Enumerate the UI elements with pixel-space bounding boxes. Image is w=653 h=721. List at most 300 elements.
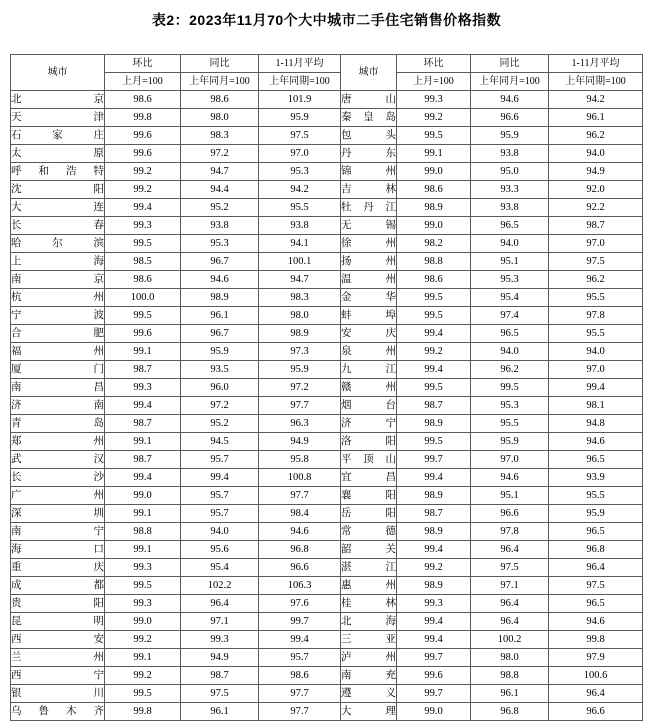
index-value: 99.5 bbox=[397, 127, 471, 145]
index-value: 98.2 bbox=[397, 235, 471, 253]
index-value: 98.8 bbox=[397, 253, 471, 271]
index-value: 97.0 bbox=[259, 145, 341, 163]
index-value: 95.1 bbox=[471, 487, 549, 505]
index-value: 96.0 bbox=[181, 379, 259, 397]
index-value: 99.8 bbox=[105, 703, 181, 721]
index-value: 98.7 bbox=[397, 397, 471, 415]
index-value: 93.5 bbox=[181, 361, 259, 379]
table-row bbox=[11, 91, 643, 109]
page-title: 表2：2023年11月70个大中城市二手住宅销售价格指数 bbox=[151, 12, 502, 28]
index-value: 97.5 bbox=[259, 127, 341, 145]
index-value: 94.9 bbox=[181, 649, 259, 667]
index-value: 96.5 bbox=[471, 217, 549, 235]
index-value: 93.8 bbox=[471, 145, 549, 163]
index-value: 95.9 bbox=[259, 109, 341, 127]
index-value: 97.0 bbox=[549, 235, 643, 253]
index-value: 96.3 bbox=[259, 415, 341, 433]
index-value: 99.0 bbox=[105, 613, 181, 631]
index-value: 98.6 bbox=[259, 667, 341, 685]
city-name: 泉州 bbox=[341, 343, 397, 361]
index-value: 98.0 bbox=[259, 307, 341, 325]
city-name: 长春 bbox=[11, 217, 105, 235]
table-row bbox=[11, 253, 643, 271]
city-name: 泸州 bbox=[341, 649, 397, 667]
header-yoy-left: 同比 bbox=[181, 55, 259, 73]
index-value: 99.3 bbox=[105, 217, 181, 235]
index-value: 98.4 bbox=[259, 505, 341, 523]
header-avg-left: 1-11月平均 bbox=[259, 55, 341, 73]
index-value: 99.4 bbox=[105, 199, 181, 217]
index-value: 95.5 bbox=[549, 325, 643, 343]
table-row bbox=[11, 325, 643, 343]
index-value: 95.7 bbox=[181, 487, 259, 505]
city-name: 包头 bbox=[341, 127, 397, 145]
index-value: 98.9 bbox=[397, 487, 471, 505]
city-name: 西安 bbox=[11, 631, 105, 649]
index-value: 96.5 bbox=[549, 451, 643, 469]
index-value: 99.8 bbox=[549, 631, 643, 649]
index-value: 98.9 bbox=[397, 523, 471, 541]
index-value: 98.0 bbox=[471, 649, 549, 667]
table-row bbox=[11, 361, 643, 379]
index-value: 99.2 bbox=[397, 559, 471, 577]
index-value: 93.8 bbox=[471, 199, 549, 217]
city-name: 武汉 bbox=[11, 451, 105, 469]
index-value: 95.4 bbox=[181, 559, 259, 577]
index-value: 94.6 bbox=[181, 271, 259, 289]
index-value: 95.8 bbox=[259, 451, 341, 469]
index-value: 94.8 bbox=[549, 415, 643, 433]
index-value: 94.7 bbox=[259, 271, 341, 289]
index-value: 99.2 bbox=[397, 343, 471, 361]
index-value: 95.7 bbox=[259, 649, 341, 667]
table-row bbox=[11, 451, 643, 469]
index-value: 96.5 bbox=[549, 523, 643, 541]
table-row bbox=[11, 343, 643, 361]
header-mom-left: 环比 bbox=[105, 55, 181, 73]
index-value: 97.7 bbox=[259, 685, 341, 703]
table-row bbox=[11, 127, 643, 145]
index-value: 95.1 bbox=[471, 253, 549, 271]
index-value: 93.8 bbox=[259, 217, 341, 235]
table-row bbox=[11, 703, 643, 721]
index-value: 99.7 bbox=[397, 685, 471, 703]
index-value: 99.7 bbox=[259, 613, 341, 631]
index-value: 98.6 bbox=[105, 91, 181, 109]
index-value: 94.7 bbox=[181, 163, 259, 181]
index-value: 98.5 bbox=[105, 253, 181, 271]
index-value: 96.1 bbox=[181, 703, 259, 721]
city-name: 深圳 bbox=[11, 505, 105, 523]
table-row bbox=[11, 505, 643, 523]
index-value: 94.9 bbox=[549, 163, 643, 181]
header-avg-base-left: 上年同期=100 bbox=[259, 73, 341, 91]
index-value: 97.2 bbox=[181, 397, 259, 415]
index-value: 96.7 bbox=[181, 325, 259, 343]
index-value: 92.2 bbox=[549, 199, 643, 217]
index-value: 96.2 bbox=[549, 271, 643, 289]
city-name: 秦皇岛 bbox=[341, 109, 397, 127]
index-value: 102.2 bbox=[181, 577, 259, 595]
index-value: 93.3 bbox=[471, 181, 549, 199]
city-name: 成都 bbox=[11, 577, 105, 595]
city-name: 徐州 bbox=[341, 235, 397, 253]
table-row bbox=[11, 415, 643, 433]
index-value: 96.1 bbox=[471, 685, 549, 703]
index-value: 106.3 bbox=[259, 577, 341, 595]
city-name: 济宁 bbox=[341, 415, 397, 433]
index-value: 98.7 bbox=[549, 217, 643, 235]
table-row bbox=[11, 235, 643, 253]
city-name: 丹东 bbox=[341, 145, 397, 163]
city-name: 烟台 bbox=[341, 397, 397, 415]
city-name: 大理 bbox=[341, 703, 397, 721]
index-value: 99.3 bbox=[105, 379, 181, 397]
table-row bbox=[11, 613, 643, 631]
index-value: 98.6 bbox=[397, 271, 471, 289]
table-row bbox=[11, 577, 643, 595]
index-value: 99.2 bbox=[105, 667, 181, 685]
index-value: 96.5 bbox=[471, 325, 549, 343]
index-value: 94.0 bbox=[471, 235, 549, 253]
index-value: 99.5 bbox=[471, 379, 549, 397]
index-value: 96.2 bbox=[471, 361, 549, 379]
table-row bbox=[11, 217, 643, 235]
index-value: 99.1 bbox=[105, 541, 181, 559]
index-value: 92.0 bbox=[549, 181, 643, 199]
index-value: 98.0 bbox=[181, 109, 259, 127]
index-value: 97.5 bbox=[181, 685, 259, 703]
header-row-labels bbox=[11, 55, 643, 73]
table-row bbox=[11, 199, 643, 217]
table-row bbox=[11, 307, 643, 325]
table-row bbox=[11, 289, 643, 307]
index-value: 98.1 bbox=[549, 397, 643, 415]
index-value: 99.4 bbox=[181, 469, 259, 487]
index-value: 99.4 bbox=[105, 397, 181, 415]
index-value: 97.1 bbox=[471, 577, 549, 595]
index-value: 95.3 bbox=[471, 397, 549, 415]
table-row bbox=[11, 541, 643, 559]
table-row bbox=[11, 379, 643, 397]
header-yoy-right: 同比 bbox=[471, 55, 549, 73]
table-row bbox=[11, 487, 643, 505]
index-value: 96.4 bbox=[471, 613, 549, 631]
city-name: 杭州 bbox=[11, 289, 105, 307]
header-yoy-base-right: 上年同月=100 bbox=[471, 73, 549, 91]
index-value: 97.8 bbox=[549, 307, 643, 325]
index-value: 94.0 bbox=[181, 523, 259, 541]
city-name: 太原 bbox=[11, 145, 105, 163]
index-value: 99.3 bbox=[105, 595, 181, 613]
index-value: 94.0 bbox=[549, 145, 643, 163]
index-value: 93.8 bbox=[181, 217, 259, 235]
table-row bbox=[11, 685, 643, 703]
city-name: 兰州 bbox=[11, 649, 105, 667]
table-row bbox=[11, 667, 643, 685]
header-city-left: 城市 bbox=[11, 55, 105, 91]
city-name: 宁波 bbox=[11, 307, 105, 325]
index-value: 99.3 bbox=[397, 91, 471, 109]
index-value: 99.4 bbox=[259, 631, 341, 649]
index-value: 95.2 bbox=[181, 415, 259, 433]
index-value: 98.7 bbox=[397, 505, 471, 523]
city-name: 扬州 bbox=[341, 253, 397, 271]
city-name: 昆明 bbox=[11, 613, 105, 631]
index-value: 97.6 bbox=[259, 595, 341, 613]
index-value: 99.6 bbox=[105, 145, 181, 163]
table-row bbox=[11, 649, 643, 667]
table-row bbox=[11, 631, 643, 649]
index-value: 97.5 bbox=[471, 559, 549, 577]
index-value: 95.7 bbox=[181, 451, 259, 469]
index-value: 95.5 bbox=[549, 289, 643, 307]
index-value: 96.6 bbox=[471, 109, 549, 127]
index-value: 97.9 bbox=[549, 649, 643, 667]
city-name: 遵义 bbox=[341, 685, 397, 703]
index-value: 101.9 bbox=[259, 91, 341, 109]
index-value: 95.0 bbox=[471, 163, 549, 181]
index-value: 97.7 bbox=[259, 487, 341, 505]
city-name: 呼和浩特 bbox=[11, 163, 105, 181]
index-value: 98.9 bbox=[397, 199, 471, 217]
index-value: 98.6 bbox=[397, 181, 471, 199]
index-value: 94.0 bbox=[549, 343, 643, 361]
index-value: 97.2 bbox=[259, 379, 341, 397]
index-value: 96.1 bbox=[181, 307, 259, 325]
city-name: 南京 bbox=[11, 271, 105, 289]
index-value: 99.5 bbox=[397, 289, 471, 307]
index-value: 97.7 bbox=[259, 397, 341, 415]
index-value: 96.8 bbox=[471, 703, 549, 721]
index-value: 98.6 bbox=[181, 91, 259, 109]
index-value: 95.2 bbox=[181, 199, 259, 217]
index-value: 96.4 bbox=[181, 595, 259, 613]
city-name: 西宁 bbox=[11, 667, 105, 685]
index-value: 96.6 bbox=[471, 505, 549, 523]
index-value: 97.0 bbox=[471, 451, 549, 469]
city-name: 广州 bbox=[11, 487, 105, 505]
table-row bbox=[11, 469, 643, 487]
index-value: 94.6 bbox=[471, 469, 549, 487]
index-value: 95.3 bbox=[181, 235, 259, 253]
city-name: 韶关 bbox=[341, 541, 397, 559]
city-name: 湛江 bbox=[341, 559, 397, 577]
city-name: 福州 bbox=[11, 343, 105, 361]
index-value: 99.2 bbox=[105, 163, 181, 181]
index-value: 95.4 bbox=[471, 289, 549, 307]
index-value: 97.1 bbox=[181, 613, 259, 631]
index-value: 100.1 bbox=[259, 253, 341, 271]
index-value: 96.6 bbox=[259, 559, 341, 577]
index-value: 99.5 bbox=[105, 577, 181, 595]
city-name: 乌鲁木齐 bbox=[11, 703, 105, 721]
index-value: 96.2 bbox=[549, 127, 643, 145]
city-name: 哈尔滨 bbox=[11, 235, 105, 253]
city-name: 洛阳 bbox=[341, 433, 397, 451]
index-value: 99.5 bbox=[397, 433, 471, 451]
city-name: 九江 bbox=[341, 361, 397, 379]
index-value: 96.6 bbox=[549, 703, 643, 721]
table-row bbox=[11, 523, 643, 541]
price-index-table bbox=[10, 54, 643, 721]
index-value: 99.0 bbox=[397, 217, 471, 235]
index-value: 94.6 bbox=[549, 433, 643, 451]
city-name: 无锡 bbox=[341, 217, 397, 235]
index-value: 99.5 bbox=[105, 235, 181, 253]
index-value: 97.3 bbox=[259, 343, 341, 361]
city-name: 天津 bbox=[11, 109, 105, 127]
city-name: 常德 bbox=[341, 523, 397, 541]
index-value: 99.8 bbox=[105, 109, 181, 127]
header-city-right: 城市 bbox=[341, 55, 397, 91]
city-name: 重庆 bbox=[11, 559, 105, 577]
index-value: 99.0 bbox=[397, 703, 471, 721]
index-value: 94.2 bbox=[549, 91, 643, 109]
index-value: 96.8 bbox=[259, 541, 341, 559]
city-name: 济南 bbox=[11, 397, 105, 415]
city-name: 北海 bbox=[341, 613, 397, 631]
index-value: 100.2 bbox=[471, 631, 549, 649]
header-yoy-base-left: 上年同月=100 bbox=[181, 73, 259, 91]
index-value: 97.2 bbox=[181, 145, 259, 163]
city-name: 石家庄 bbox=[11, 127, 105, 145]
index-value: 95.7 bbox=[181, 505, 259, 523]
index-value: 100.6 bbox=[549, 667, 643, 685]
index-value: 99.6 bbox=[105, 325, 181, 343]
index-value: 99.3 bbox=[105, 559, 181, 577]
city-name: 长沙 bbox=[11, 469, 105, 487]
index-value: 98.8 bbox=[105, 523, 181, 541]
index-value: 99.4 bbox=[397, 541, 471, 559]
city-name: 郑州 bbox=[11, 433, 105, 451]
index-value: 97.8 bbox=[471, 523, 549, 541]
index-value: 96.4 bbox=[549, 685, 643, 703]
index-value: 94.6 bbox=[549, 613, 643, 631]
index-value: 98.6 bbox=[105, 271, 181, 289]
table-row bbox=[11, 271, 643, 289]
city-name: 桂林 bbox=[341, 595, 397, 613]
city-name: 唐山 bbox=[341, 91, 397, 109]
city-name: 青岛 bbox=[11, 415, 105, 433]
city-name: 海口 bbox=[11, 541, 105, 559]
index-value: 99.7 bbox=[397, 451, 471, 469]
index-value: 99.5 bbox=[397, 379, 471, 397]
index-value: 96.4 bbox=[471, 595, 549, 613]
index-value: 95.9 bbox=[181, 343, 259, 361]
index-value: 99.4 bbox=[397, 361, 471, 379]
index-value: 97.5 bbox=[549, 253, 643, 271]
city-name: 北京 bbox=[11, 91, 105, 109]
city-name: 蚌埠 bbox=[341, 307, 397, 325]
index-value: 99.4 bbox=[105, 469, 181, 487]
index-value: 98.3 bbox=[259, 289, 341, 307]
index-value: 99.5 bbox=[397, 307, 471, 325]
city-name: 南宁 bbox=[11, 523, 105, 541]
header-avg-right: 1-11月平均 bbox=[549, 55, 643, 73]
index-value: 98.7 bbox=[105, 361, 181, 379]
index-value: 96.4 bbox=[549, 559, 643, 577]
index-value: 95.3 bbox=[471, 271, 549, 289]
index-value: 99.6 bbox=[397, 667, 471, 685]
index-value: 94.2 bbox=[259, 181, 341, 199]
table-row bbox=[11, 595, 643, 613]
table-header bbox=[11, 55, 643, 91]
index-value: 99.4 bbox=[397, 469, 471, 487]
index-value: 99.5 bbox=[105, 307, 181, 325]
index-value: 94.6 bbox=[259, 523, 341, 541]
index-value: 96.7 bbox=[181, 253, 259, 271]
index-value: 94.0 bbox=[471, 343, 549, 361]
table-body bbox=[11, 91, 643, 721]
city-name: 锦州 bbox=[341, 163, 397, 181]
index-value: 98.8 bbox=[471, 667, 549, 685]
index-value: 95.5 bbox=[471, 415, 549, 433]
index-value: 96.8 bbox=[549, 541, 643, 559]
index-value: 99.5 bbox=[105, 685, 181, 703]
index-value: 99.1 bbox=[105, 505, 181, 523]
header-mom-base-left: 上月=100 bbox=[105, 73, 181, 91]
city-name: 上海 bbox=[11, 253, 105, 271]
index-value: 96.1 bbox=[549, 109, 643, 127]
table-row bbox=[11, 397, 643, 415]
index-value: 99.4 bbox=[397, 631, 471, 649]
index-value: 100.0 bbox=[105, 289, 181, 307]
index-value: 99.4 bbox=[397, 613, 471, 631]
city-name: 惠州 bbox=[341, 577, 397, 595]
city-name: 安庆 bbox=[341, 325, 397, 343]
header-mom-right: 环比 bbox=[397, 55, 471, 73]
index-value: 98.7 bbox=[105, 451, 181, 469]
index-value: 95.5 bbox=[549, 487, 643, 505]
index-value: 97.4 bbox=[471, 307, 549, 325]
index-value: 95.5 bbox=[259, 199, 341, 217]
city-name: 赣州 bbox=[341, 379, 397, 397]
index-value: 95.3 bbox=[259, 163, 341, 181]
index-value: 95.9 bbox=[259, 361, 341, 379]
table-row bbox=[11, 181, 643, 199]
index-value: 95.6 bbox=[181, 541, 259, 559]
index-value: 99.3 bbox=[181, 631, 259, 649]
city-name: 银川 bbox=[11, 685, 105, 703]
city-name: 三亚 bbox=[341, 631, 397, 649]
index-value: 99.1 bbox=[105, 433, 181, 451]
table-row bbox=[11, 109, 643, 127]
index-value: 99.1 bbox=[105, 649, 181, 667]
index-value: 99.2 bbox=[105, 631, 181, 649]
index-value: 95.9 bbox=[549, 505, 643, 523]
table-row bbox=[11, 559, 643, 577]
index-value: 98.9 bbox=[397, 415, 471, 433]
index-value: 99.0 bbox=[105, 487, 181, 505]
city-name: 厦门 bbox=[11, 361, 105, 379]
index-value: 100.8 bbox=[259, 469, 341, 487]
index-value: 99.4 bbox=[397, 325, 471, 343]
index-value: 93.9 bbox=[549, 469, 643, 487]
city-name: 岳阳 bbox=[341, 505, 397, 523]
index-value: 99.0 bbox=[397, 163, 471, 181]
city-name: 南昌 bbox=[11, 379, 105, 397]
index-value: 97.5 bbox=[549, 577, 643, 595]
table-row bbox=[11, 433, 643, 451]
index-value: 94.6 bbox=[471, 91, 549, 109]
index-value: 95.9 bbox=[471, 433, 549, 451]
index-value: 99.6 bbox=[105, 127, 181, 145]
city-name: 宜昌 bbox=[341, 469, 397, 487]
index-value: 99.7 bbox=[397, 649, 471, 667]
index-value: 98.7 bbox=[181, 667, 259, 685]
city-name: 平顶山 bbox=[341, 451, 397, 469]
